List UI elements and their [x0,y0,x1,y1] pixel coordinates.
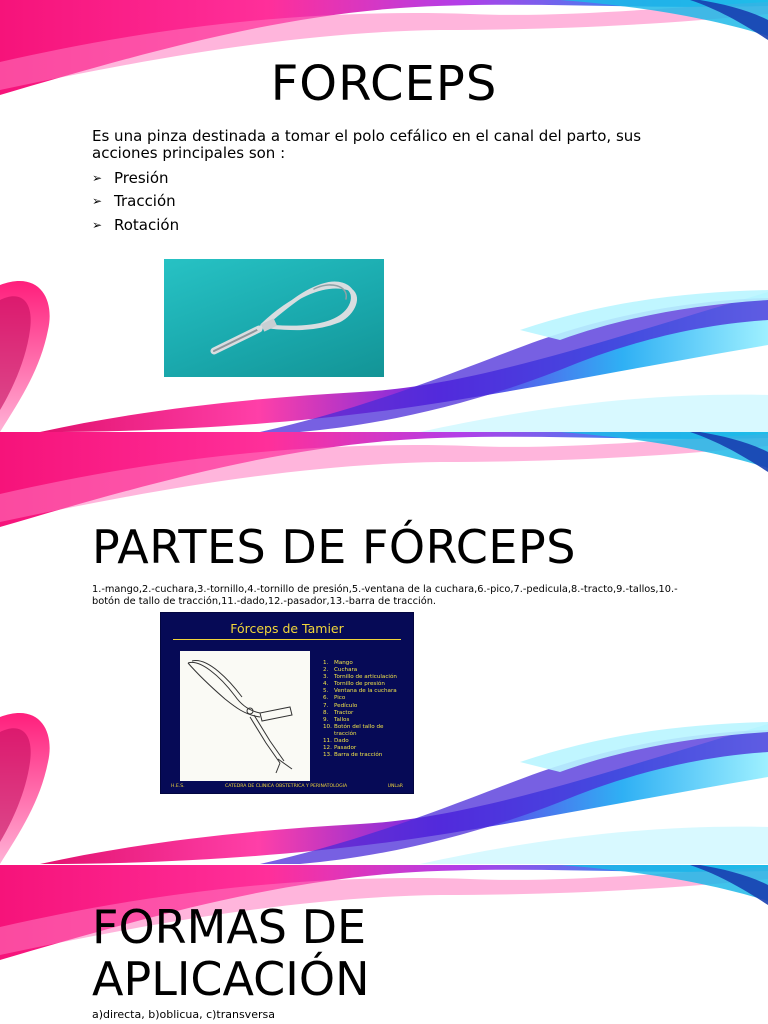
slide-title: PARTES DE FÓRCEPS [92,520,576,574]
parts-legend [323,660,397,759]
list-item: 2. Cuchara [323,667,358,674]
list-item: 9. Tallos [323,716,350,723]
slide-title: FORCEPS [270,56,498,112]
arrow-bullet-icon: ➢ [92,170,103,185]
list-item: 3. Tornillo de articulación [323,674,397,681]
list-item: 6. Pico [323,695,346,702]
list-item: 5. Ventana de la cuchara [323,688,397,695]
tamier-diagram [160,612,414,794]
list-item: ➢ Tracción [92,192,176,211]
intro-text: Es una pinza destinada a tomar el polo cefálico en el canal del parto, sus acciones principales son : [92,127,642,162]
diagram-footer [161,780,413,793]
arrow-bullet-icon: ➢ [92,217,103,232]
list-item: 12. Pasador [323,745,357,752]
list-item: tracción [334,730,357,737]
forceps-photo [164,259,384,377]
diagram-title: Fórceps de Tamier [230,621,344,636]
divider [173,639,401,640]
list-item: 4. Tornillo de presión [323,681,385,688]
slide-subtitle: a)directa, b)oblicua, c)transversa [92,1008,275,1021]
list-item: 8. Tractor [323,709,354,716]
list-item: ➢ Rotación [92,215,180,234]
footer-right: UNLaR [387,784,403,789]
arrow-bullet-icon: ➢ [92,194,103,209]
list-item: 7. Pedículo [323,702,358,709]
footer-left: H.E.S. [171,784,185,789]
list-item: 11. Dado [323,738,349,745]
list-item: ➢ Presión [92,168,169,187]
list-item: 13. Barra de tracción [323,752,383,759]
slide-forceps [0,0,768,432]
slide-partes [0,432,768,865]
list-item: 1. Mango [323,660,353,666]
actions-list [92,166,179,237]
footer-center: CATEDRA DE CLINICA OBSTETRICA Y PERINATOLOGIA [225,784,348,789]
slide-title: FORMAS DE APLICACIÓN [92,900,370,1006]
slide-formas [0,865,768,1024]
forceps-drawing [180,651,310,781]
list-item: 10. Botón del tallo de [323,723,384,730]
parts-text: 1.-mango,2.-cuchara,3.-tornillo,4.-tornillo de presión,5.-ventana de la cuchara,6.-pico,7.-pedicula,8.-tracto,9.-tallos,10.-botón de tallo de tracción,11.-dado,12.-pasador,13.-barra de tracción. [92,584,678,607]
